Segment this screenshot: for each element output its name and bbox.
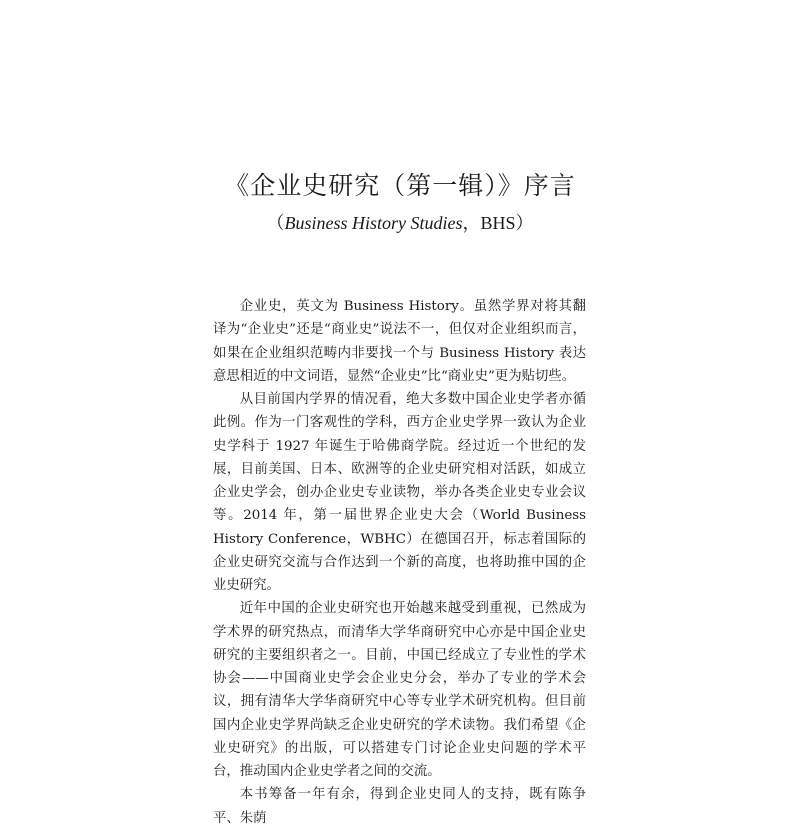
preface-title: 《企业史研究（第一辑）》序言 xyxy=(224,171,576,200)
paragraph: 企业史，英文为 Business History。虽然学界对将其翻译为“企业史”还是“商业史”说法不一，但仅对企业组织而言，如果在企业组织范畴内非要找一个与 Business History 表达意思相近的中文词语，显然“企业史”比“商业史”更为贴切些。 xyxy=(213,299,586,384)
subtitle-open-paren: （ xyxy=(266,213,285,233)
preface-subtitle xyxy=(0,207,800,239)
paragraph: 近年中国的企业史研究也开始越来越受到重视，已然成为学术界的研究热点，而清华大学华商研究中心亦是中国企业史研究的主要组织者之一。目前，中国已经成立了专业性的学术协会——中国商业史学会企业史分会，举办了专业的学术会议，拥有清华大学华商研究中心等专业学术研究机构。但目前国内企业史学界尚缺乏企业史研究的学术读物。我们希望《企业史研究》的出版，可以搭建专门讨论企业史问题的学术平台，推动国内企业史学者之间的交流。 xyxy=(213,601,586,779)
subtitle-close-paren: ） xyxy=(515,213,534,233)
subtitle-english-title: Business History Studies xyxy=(284,213,463,233)
paragraph: 从目前国内学界的情况看，绝大多数中国企业史学者亦循此例。作为一门客观性的学科，西方企业史学界一致认为企业史学科于 1927 年诞生于哈佛商学院。经过近一个世纪的发展，目前美国、日本、欧洲等的企业史研究相对活跃，如成立企业史学会，创办企业史专业读物，举办各类企业史专业会议等。2014 年，第一届世界企业史大会（World Business History Conference，WBHC）在德国召开，标志着国际的企业史研究交流与合作达到一个新的高度，也将助推中国的企业史研究。 xyxy=(213,392,586,593)
paragraph: 本书筹备一年有余，得到企业史同人的支持，既有陈争平、朱荫 xyxy=(213,787,586,826)
subtitle-abbreviation: ，BHS xyxy=(462,213,516,233)
preface-body xyxy=(213,295,586,830)
